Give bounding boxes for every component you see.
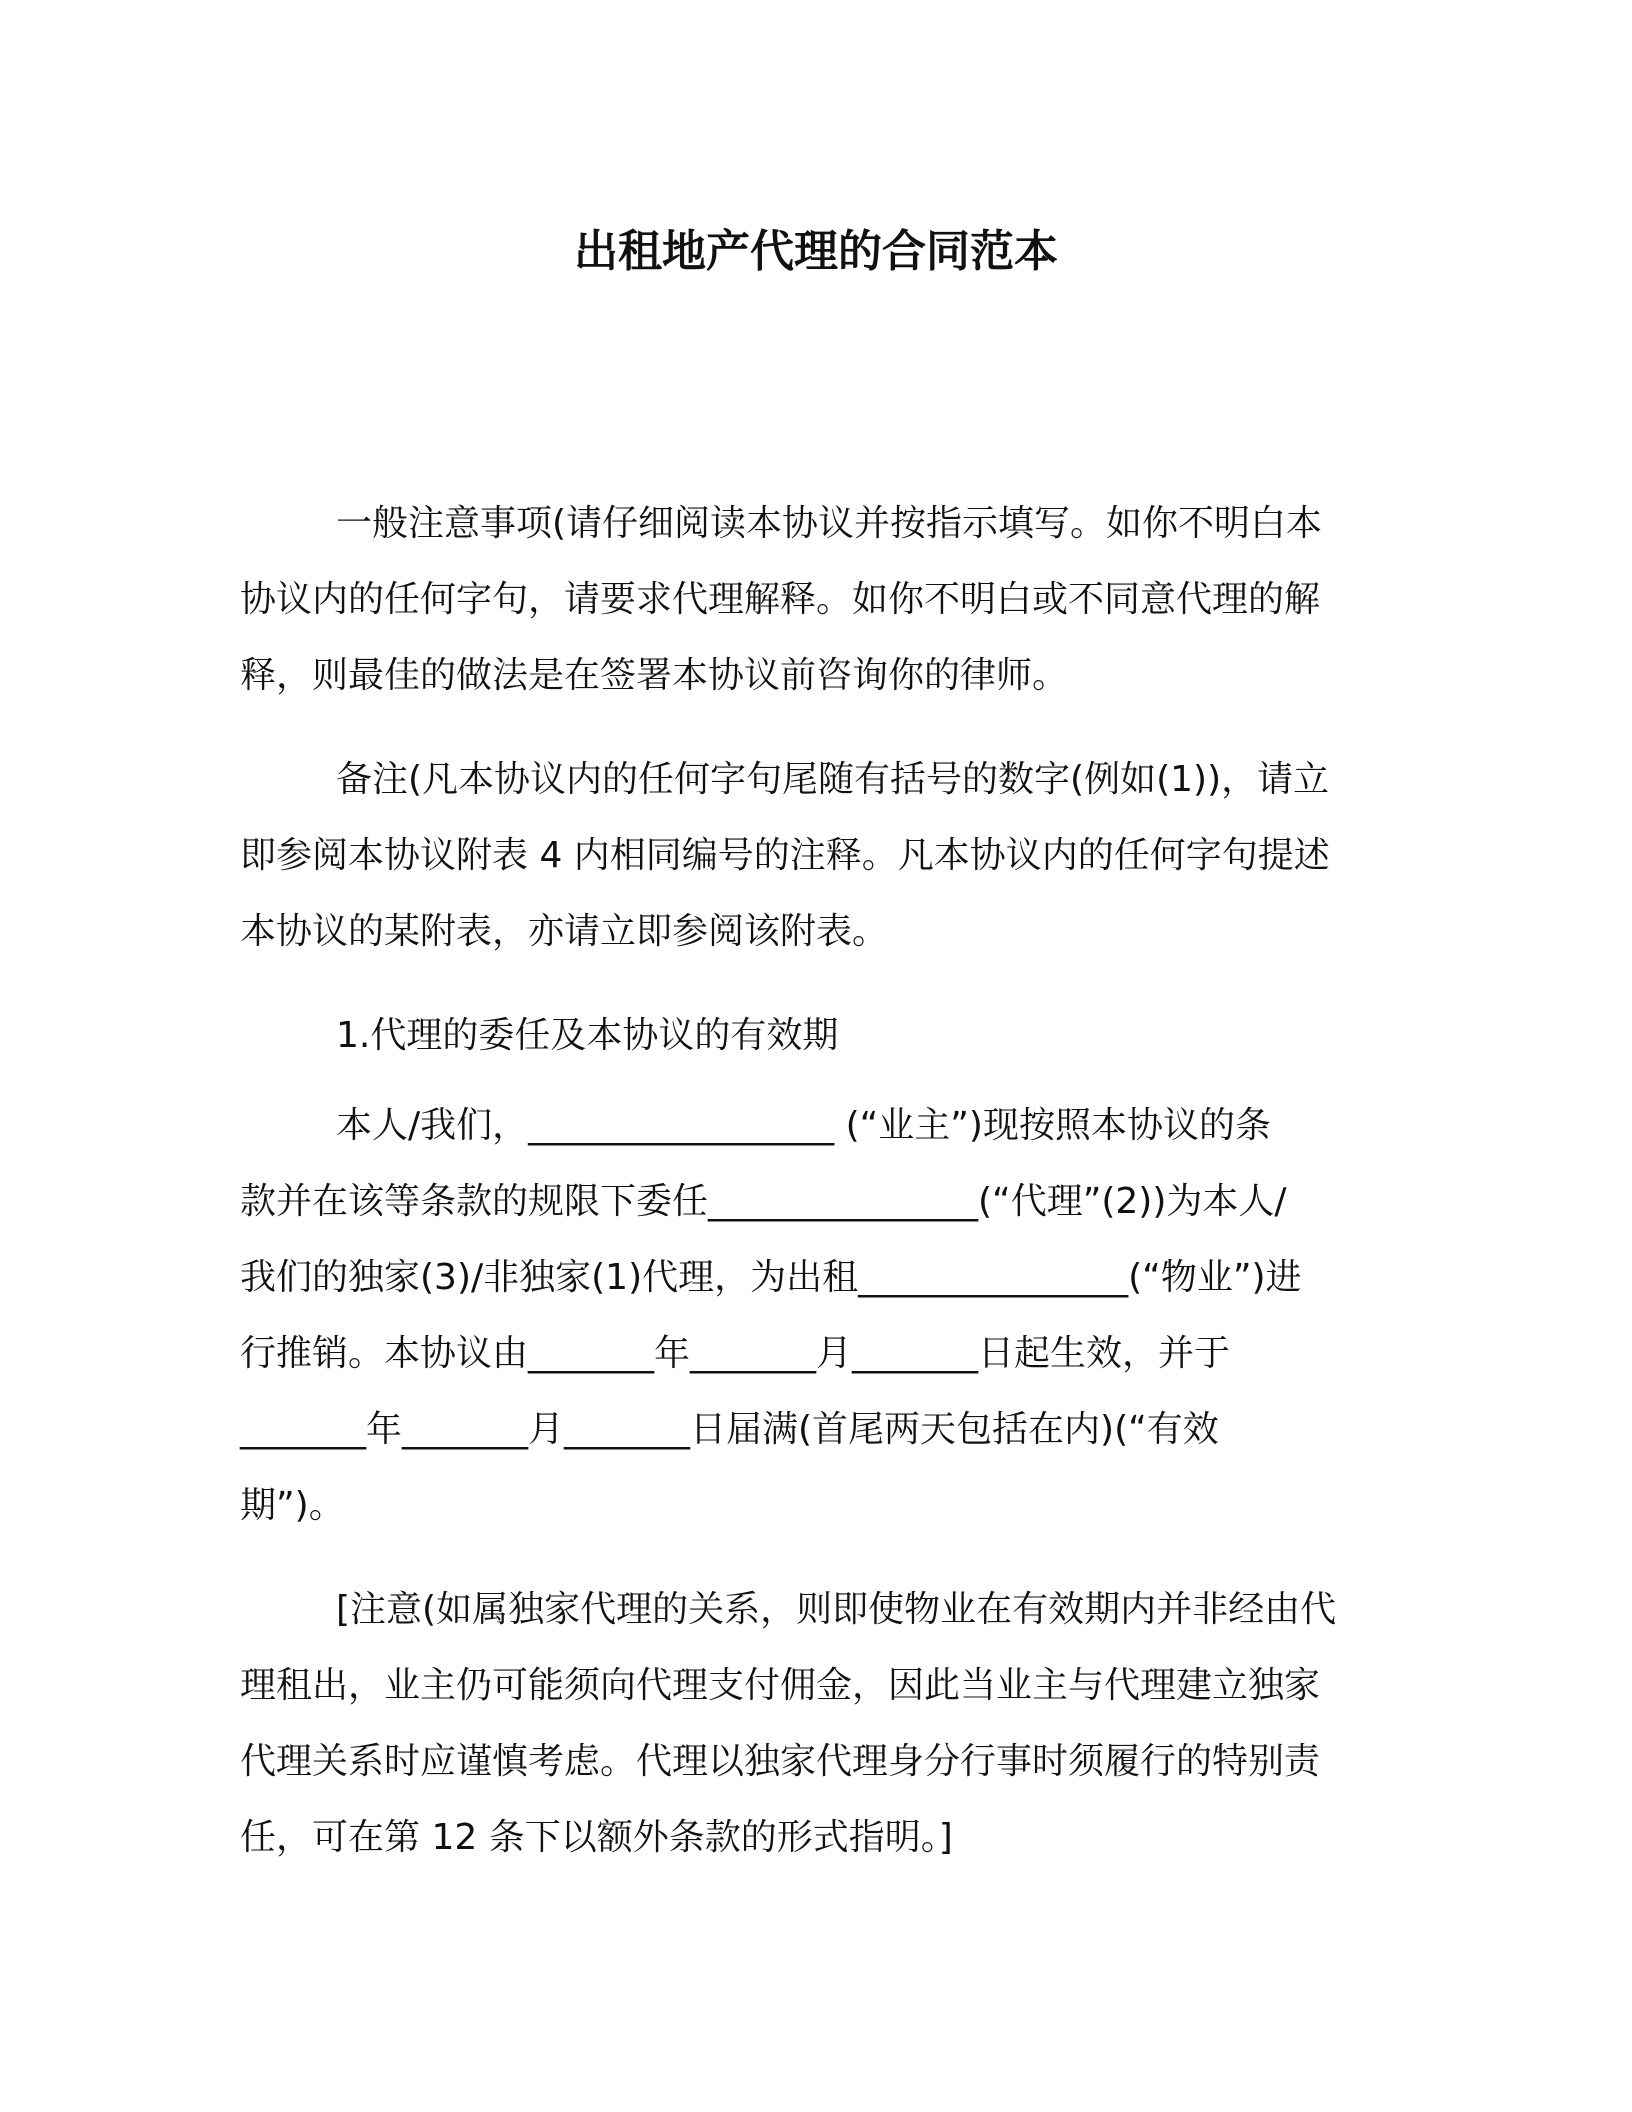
text-line: 代理关系时应谨慎考虑。代理以独家代理身分行事时须履行的特别责 xyxy=(240,1741,1321,1782)
document-title: 出租地产代理的合同范本 xyxy=(574,226,1058,277)
remarks-paragraph xyxy=(240,742,1380,970)
text-line: 本人/我们，_________________ (“业主”)现按照本协议的条 xyxy=(336,1105,1271,1146)
text-line: 行推销。本协议由_______年_______月_______日起生效，并于 xyxy=(240,1333,1231,1374)
text-line: 协议内的任何字句，请要求代理解释。如你不明白或不同意代理的解 xyxy=(240,579,1321,620)
text-line: 释，则最佳的做法是在签署本协议前咨询你的律师。 xyxy=(240,655,1069,696)
general-notice-paragraph xyxy=(240,486,1380,714)
text-line: 款并在该等条款的规限下委任_______________(“代理”(2))为本人/ xyxy=(240,1181,1287,1222)
text-line: 我们的独家(3)/非独家(1)代理，为出租_______________(“物业”)进 xyxy=(240,1257,1302,1298)
text-line: 本协议的某附表，亦请立即参阅该附表。 xyxy=(240,911,889,952)
text-line: 备注(凡本协议内的任何字句尾随有括号的数字(例如(1))，请立 xyxy=(336,759,1330,800)
text-line: _______年_______月_______日届满(首尾两天包括在内)(“有效 xyxy=(240,1409,1219,1450)
text-line: 1.代理的委任及本协议的有效期 xyxy=(336,1015,839,1056)
text-line: 一般注意事项(请仔细阅读本协议并按指示填写。如你不明白本 xyxy=(336,503,1323,544)
text-line: 期”)。 xyxy=(240,1485,345,1526)
text-line: 任，可在第 12 条下以额外条款的形式指明。] xyxy=(240,1817,953,1858)
text-line: [注意(如属独家代理的关系，则即使物业在有效期内并非经由代 xyxy=(336,1589,1337,1630)
appointment-paragraph xyxy=(240,1088,1380,1544)
document-body xyxy=(240,486,1380,1904)
text-line: 即参阅本协议附表 4 内相同编号的注释。凡本协议内的任何字句提述 xyxy=(240,835,1330,876)
text-line: 理租出，业主仍可能须向代理支付佣金，因此当业主与代理建立独家 xyxy=(240,1665,1321,1706)
section-1-heading xyxy=(240,998,1380,1074)
note-paragraph xyxy=(240,1572,1380,1876)
